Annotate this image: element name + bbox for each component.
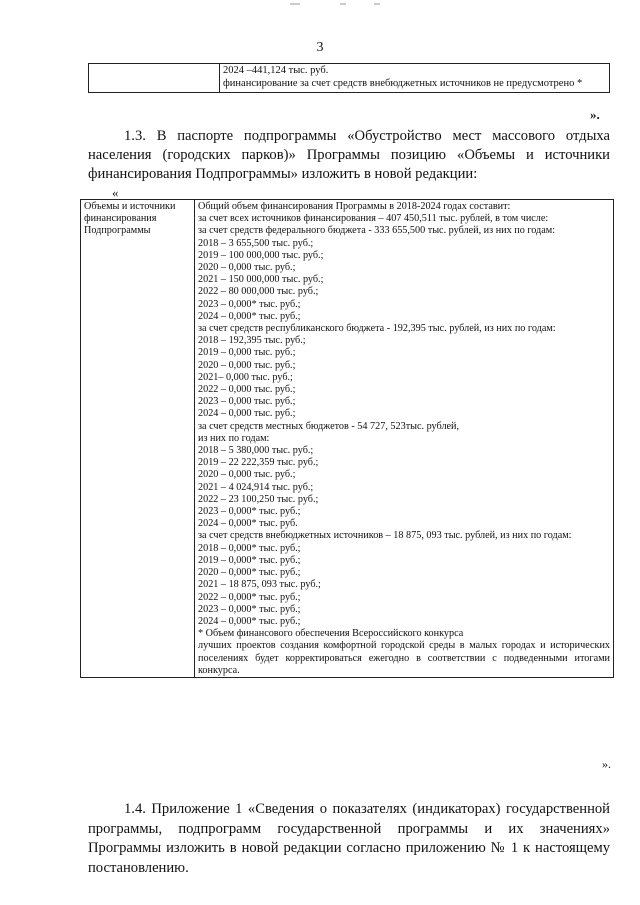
financing-total: за счет всех источников финансирования – 407 450,511 тыс. рублей, в том числе: bbox=[198, 213, 549, 225]
republic-year-line: 2018 – 192,395 тыс. руб.; bbox=[198, 335, 306, 347]
continued-table-left-cell bbox=[89, 64, 220, 93]
republic-year-line: 2019 – 0,000 тыс. руб.; bbox=[198, 347, 296, 359]
table-closing-quote: ». bbox=[602, 757, 611, 771]
scan-artifact-marks bbox=[290, 0, 380, 8]
footnote-text: лучших проектов создания комфортной городской среды в малых городах и исторических поселениях будет корректироваться ежегодно в соответствии с подведенными итогами конкурса. bbox=[198, 640, 610, 676]
republic-header: за счет средств республиканского бюджета - 192,395 тыс. рублей, из них по годам: bbox=[198, 323, 556, 335]
offbudget-year-line: 2023 – 0,000* тыс. руб.; bbox=[198, 603, 301, 615]
offbudget-year-line: 2021 – 18 875, 093 тыс. руб.; bbox=[198, 579, 321, 591]
local-year-line: 2024 – 0,000* тыс. руб. bbox=[198, 518, 298, 530]
continued-line-2024: 2024 –441,124 тыс. руб. bbox=[223, 65, 329, 76]
section-1-4-paragraph: 1.4. Приложение 1 «Сведения о показателях (индикаторах) государственной программы, подпрограмм государственной программы и их значениях» Программы изложить в новой редакции согласно приложению № 1 к настоящему постановлению. bbox=[88, 801, 610, 876]
federal-year-line: 2019 – 100 000,000 тыс. руб.; bbox=[198, 249, 324, 261]
local-year-line: 2023 – 0,000* тыс. руб.; bbox=[198, 506, 301, 518]
republic-year-line: 2020 – 0,000 тыс. руб.; bbox=[198, 359, 296, 371]
federal-year-line: 2024 – 0,000* тыс. руб.; bbox=[198, 310, 301, 322]
federal-header: за счет средств федерального бюджета - 333 655,500 тыс. рублей, из них по годам: bbox=[198, 225, 556, 237]
continued-line-offbudget: финансирование за счет средств внебюджетных источников не предусмотрено * bbox=[223, 77, 583, 89]
local-header: за счет средств местных бюджетов - 54 727, 523тыс. рублей, bbox=[198, 420, 460, 432]
local-year-line: 2020 – 0,000 тыс. руб.; bbox=[198, 469, 296, 481]
table-financing-details bbox=[195, 200, 614, 678]
opening-quote: « bbox=[112, 185, 119, 200]
federal-year-line: 2023 – 0,000* тыс. руб.; bbox=[198, 298, 301, 310]
local-year-line: 2021 – 4 024,914 тыс. руб.; bbox=[198, 481, 314, 493]
offbudget-header: за счет средств внебюджетных источников – 18 875, 093 тыс. рублей, из них по годам: bbox=[198, 530, 572, 542]
federal-year-line: 2018 – 3 655,500 тыс. руб.; bbox=[198, 237, 314, 249]
closing-quote: ». bbox=[590, 107, 600, 122]
offbudget-year-line: 2022 – 0,000* тыс. руб.; bbox=[198, 591, 301, 603]
offbudget-year-line: 2019 – 0,000* тыс. руб.; bbox=[198, 554, 301, 566]
republic-year-line: 2021– 0,000 тыс. руб.; bbox=[198, 371, 293, 383]
federal-year-line: 2021 – 150 000,000 тыс. руб.; bbox=[198, 274, 324, 286]
local-header-years: из них по годам: bbox=[198, 432, 270, 444]
section-1-3-paragraph: 1.3. В паспорте подпрограммы «Обустройство мест массового отдыха населения (городских парков)» Программы позицию «Объемы и источники финансирования Подпрограммы» изложить в новой редакции: bbox=[88, 128, 610, 182]
republic-year-line: 2023 – 0,000 тыс. руб.; bbox=[198, 396, 296, 408]
continued-table-right-cell bbox=[220, 64, 610, 93]
page-number: 3 bbox=[316, 40, 324, 55]
local-year-line: 2022 – 23 100,250 тыс. руб.; bbox=[198, 493, 319, 505]
federal-year-line: 2020 – 0,000 тыс. руб.; bbox=[198, 262, 296, 274]
offbudget-year-line: 2020 – 0,000* тыс. руб.; bbox=[198, 567, 301, 579]
local-year-line: 2019 – 22 222,359 тыс. руб.; bbox=[198, 457, 319, 469]
footnote-line: * Объем финансового обеспечения Всероссийского конкурса bbox=[198, 628, 464, 640]
continued-financing-table bbox=[88, 63, 610, 93]
republic-year-line: 2022 – 0,000 тыс. руб.; bbox=[198, 384, 296, 396]
offbudget-year-line: 2024 – 0,000* тыс. руб.; bbox=[198, 615, 301, 627]
financing-intro: Общий объем финансирования Программы в 2018-2024 годах составит: bbox=[198, 201, 511, 212]
offbudget-year-line: 2018 – 0,000* тыс. руб.; bbox=[198, 542, 301, 554]
subprogram-financing-table bbox=[80, 199, 614, 678]
table-left-header: Объемы и источники финансирования Подпрограммы bbox=[81, 200, 195, 678]
federal-year-line: 2022 – 80 000,000 тыс. руб.; bbox=[198, 286, 319, 298]
republic-year-line: 2024 – 0,000 тыс. руб.; bbox=[198, 408, 296, 420]
local-year-line: 2018 – 5 380,000 тыс. руб.; bbox=[198, 445, 314, 457]
